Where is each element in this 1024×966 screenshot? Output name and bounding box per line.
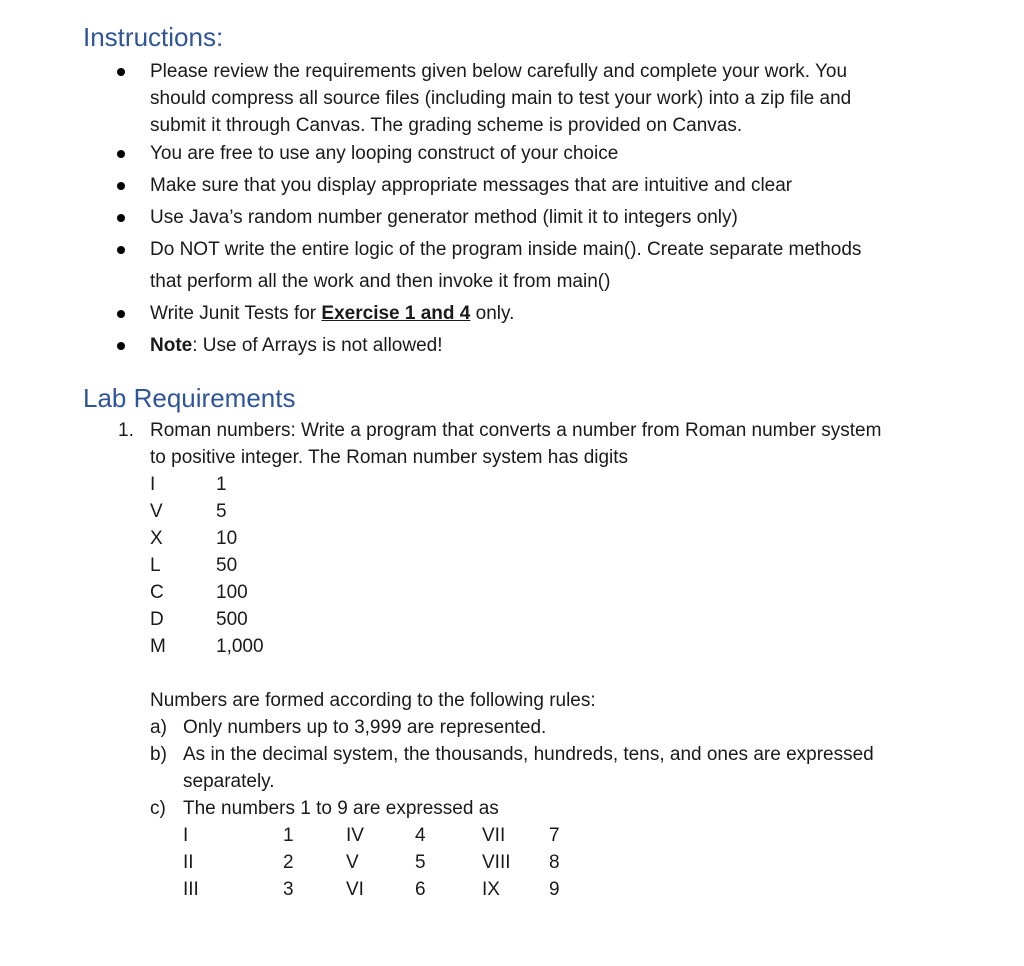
rule-a-text: Only numbers up to 3,999 are represented.	[183, 717, 547, 738]
bullet-1-line-2: should compress all source files (including main to test your work) into a zip file and	[150, 88, 852, 109]
note-label: Note	[150, 335, 193, 356]
arabic-number: 5	[415, 852, 426, 873]
rule-b-line-1: As in the decimal system, the thousands, hundreds, tens, and ones are expressed	[183, 744, 874, 765]
digit-value: 5	[216, 501, 227, 522]
digit-value: 500	[216, 609, 248, 630]
rule-a-label: a)	[150, 717, 167, 738]
bullet-5-line-2: that perform all the work and then invoke it from main()	[150, 271, 611, 292]
item-1-number: 1.	[118, 420, 134, 441]
digit-symbol: C	[150, 582, 164, 603]
note-text: : Use of Arrays is not allowed!	[192, 335, 443, 356]
digit-value: 50	[216, 555, 238, 576]
bullet-dot	[117, 246, 125, 254]
roman-numeral: IX	[482, 879, 500, 900]
lab-requirements-heading: Lab Requirements	[83, 383, 296, 413]
bullet-4: Use Java’s random number generator method (limit it to integers only)	[150, 207, 738, 228]
digit-symbol: I	[150, 474, 156, 495]
digit-value: 100	[216, 582, 248, 603]
roman-numeral: III	[183, 879, 199, 900]
roman-numeral: VIII	[482, 852, 511, 873]
arabic-number: 8	[549, 852, 560, 873]
digit-symbol: M	[150, 636, 166, 657]
bullet-6-emphasis: Exercise 1 and 4	[321, 303, 471, 324]
bullet-dot	[117, 150, 125, 158]
bullet-5-line-1: Do NOT write the entire logic of the program inside main(). Create separate methods	[150, 239, 862, 260]
arabic-number: 6	[415, 879, 426, 900]
arabic-number: 4	[415, 825, 426, 846]
digit-symbol: L	[150, 555, 161, 576]
roman-numeral: II	[183, 852, 194, 873]
arabic-number: 3	[283, 879, 294, 900]
bullet-6	[150, 304, 514, 323]
bullet-1-line-3: submit it through Canvas. The grading scheme is provided on Canvas.	[150, 115, 743, 136]
digit-value: 1	[216, 474, 227, 495]
bullet-6-post: only.	[470, 303, 515, 324]
item-1-line-1: Roman numbers: Write a program that converts a number from Roman number system	[150, 420, 882, 441]
digit-symbol: X	[150, 528, 163, 549]
arabic-number: 2	[283, 852, 294, 873]
digit-symbol: V	[150, 501, 163, 522]
roman-numeral: V	[346, 852, 359, 873]
bullet-6-pre: Write Junit Tests for	[150, 303, 322, 324]
bullet-1-line-1: Please review the requirements given below carefully and complete your work. You	[150, 61, 848, 82]
rules-intro: Numbers are formed according to the following rules:	[150, 690, 596, 711]
bullet-dot	[117, 182, 125, 190]
bullet-dot	[117, 310, 125, 318]
bullet-2: You are free to use any looping construct of your choice	[150, 143, 619, 164]
bullet-7	[150, 336, 443, 355]
instructions-heading: Instructions:	[83, 22, 224, 52]
digit-value: 1,000	[216, 636, 264, 657]
bullet-dot	[117, 342, 125, 350]
arabic-number: 1	[283, 825, 294, 846]
digit-value: 10	[216, 528, 238, 549]
roman-numeral: VI	[346, 879, 364, 900]
arabic-number: 7	[549, 825, 560, 846]
digit-symbol: D	[150, 609, 164, 630]
roman-numeral: VII	[482, 825, 506, 846]
rule-c-label: c)	[150, 798, 166, 819]
bullet-dot	[117, 68, 125, 76]
roman-numeral: I	[183, 825, 189, 846]
rule-b-label: b)	[150, 744, 167, 765]
rule-c-text: The numbers 1 to 9 are expressed as	[183, 798, 499, 819]
item-1-line-2: to positive integer. The Roman number system has digits	[150, 447, 629, 468]
bullet-dot	[117, 214, 125, 222]
rule-b-line-2: separately.	[183, 771, 275, 792]
bullet-3: Make sure that you display appropriate messages that are intuitive and clear	[150, 175, 793, 196]
roman-numeral: IV	[346, 825, 364, 846]
arabic-number: 9	[549, 879, 560, 900]
